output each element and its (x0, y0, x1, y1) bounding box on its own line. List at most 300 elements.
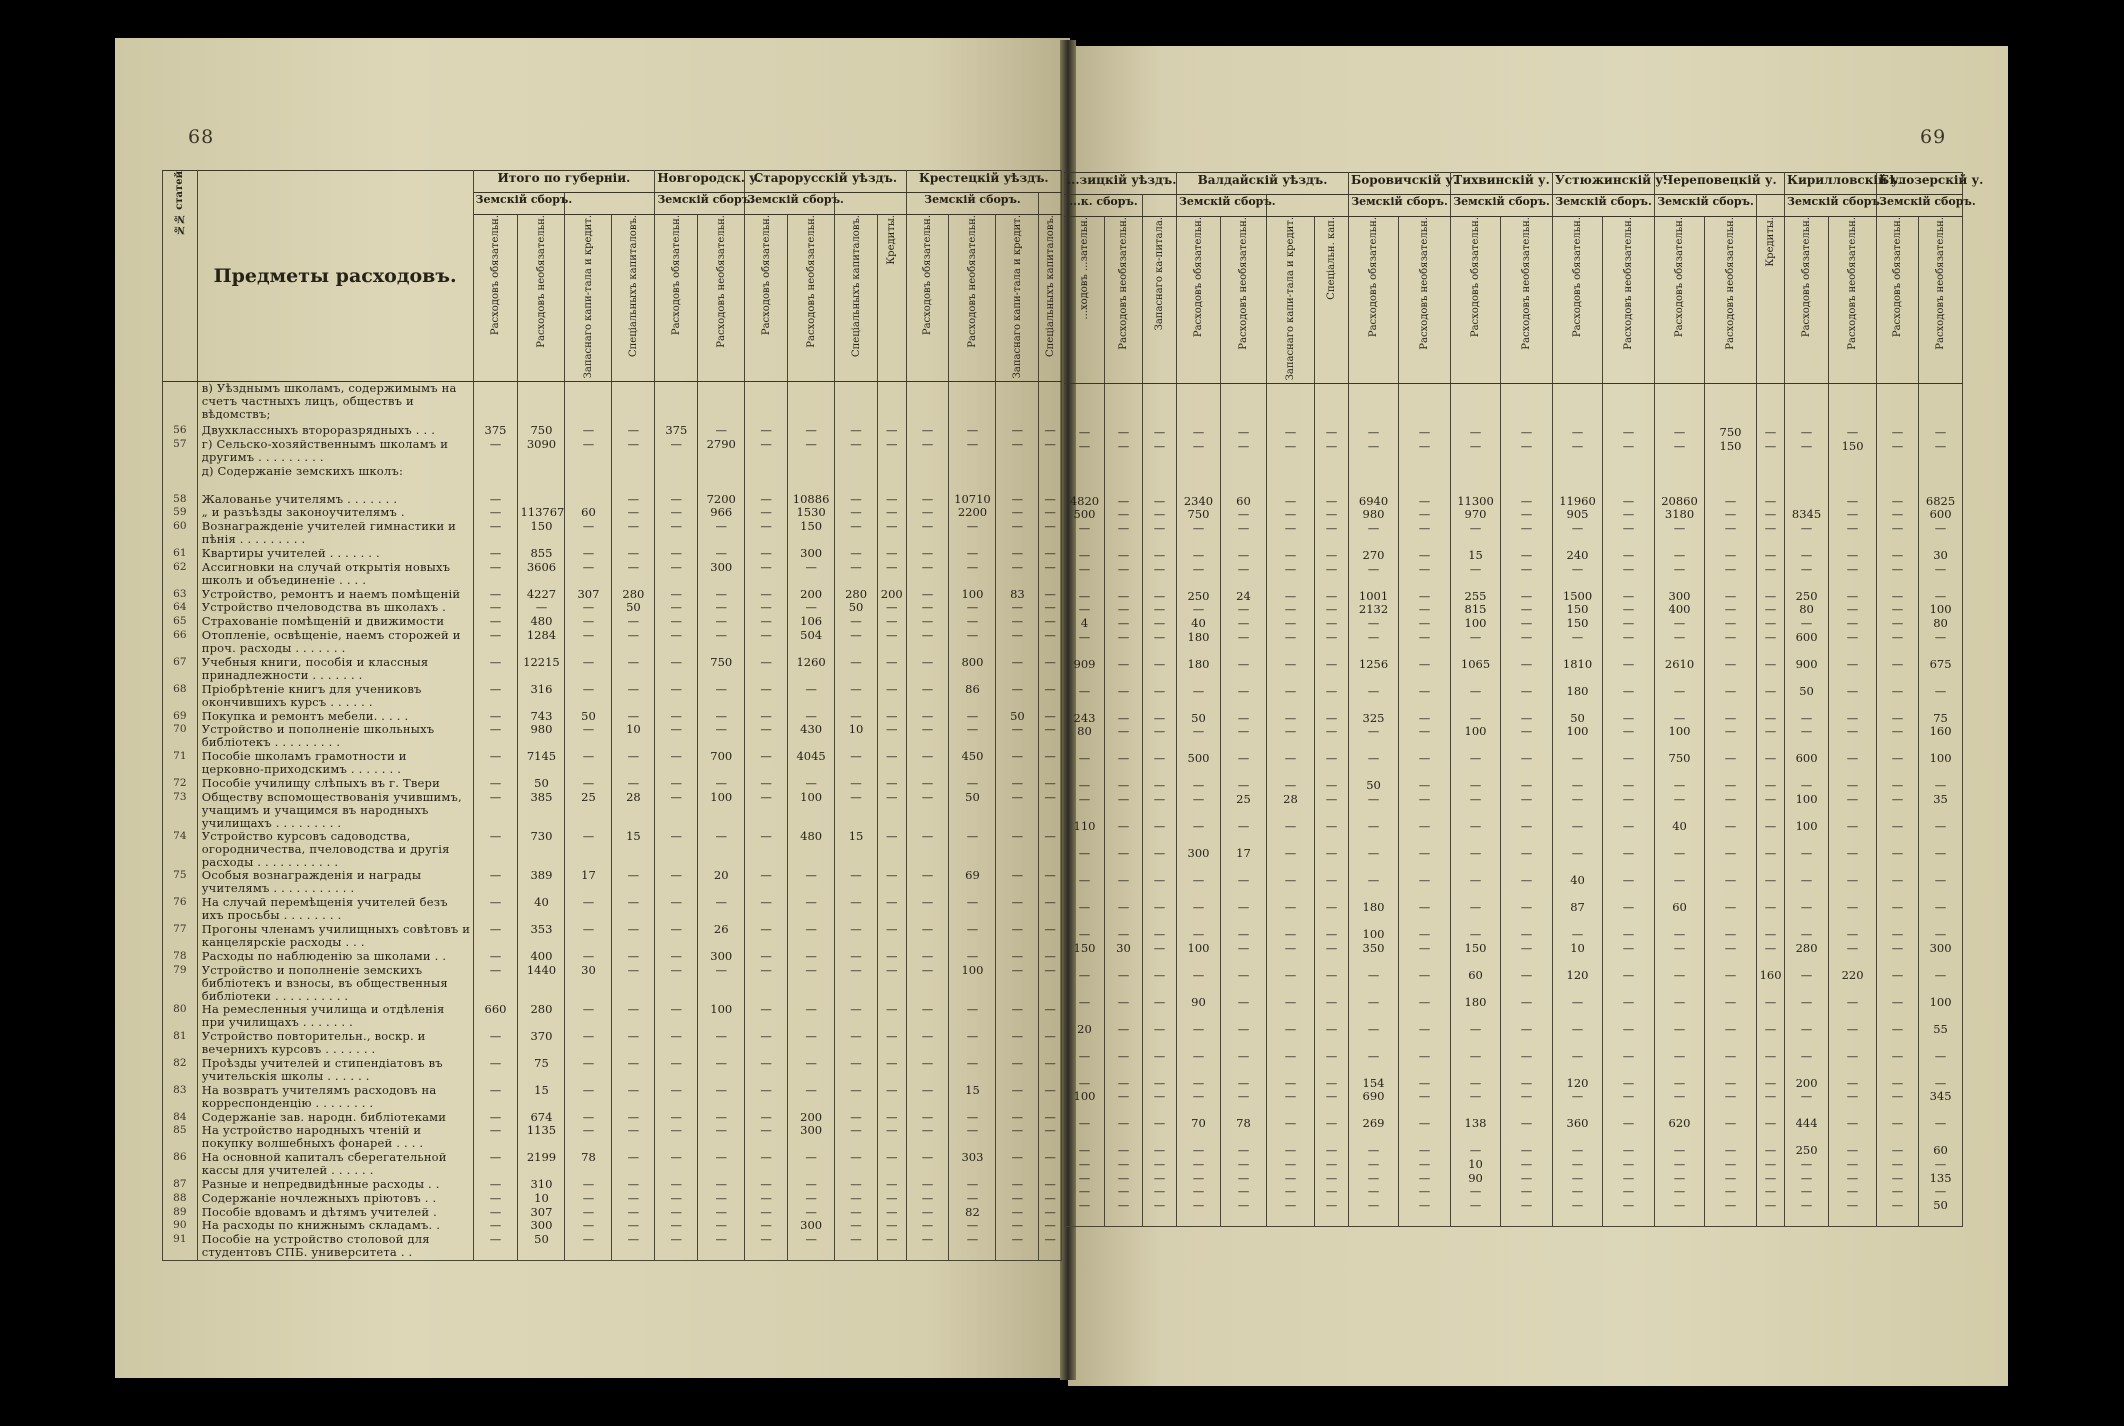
expense-item-label: На возвратъ учителямъ расходовъ на корреспонденцію . . . . . . . . (197, 1084, 473, 1111)
value-cell: — (612, 1111, 655, 1125)
value-cell: 82 (949, 1206, 996, 1220)
value-cell: 690 (1349, 1090, 1399, 1117)
table-row (163, 1178, 1062, 1192)
article-number: 77 (163, 923, 198, 950)
value-cell: — (1065, 603, 1105, 617)
value-cell: 300 (1177, 847, 1221, 874)
value-cell (745, 382, 788, 424)
table-row (1065, 631, 1963, 658)
value-cell (1603, 467, 1655, 495)
expense-item-label: Ассигновки на случай открытія новыхъ школъ и объединеніе . . . . (197, 561, 473, 588)
value-cell: 75 (1919, 712, 1963, 726)
value-cell: — (473, 1111, 518, 1125)
value-cell: — (877, 561, 906, 588)
value-cell: — (1105, 725, 1143, 752)
value-cell: — (473, 683, 518, 710)
value-cell: — (1221, 658, 1267, 685)
value-cell: — (1553, 847, 1603, 874)
value-cell: — (1785, 969, 1829, 996)
value-cell: 180 (1177, 658, 1221, 685)
value-cell: — (698, 629, 745, 656)
value-cell (1705, 384, 1757, 426)
value-cell: — (906, 520, 949, 547)
value-cell: — (1315, 522, 1349, 549)
value-cell: — (906, 830, 949, 869)
value-cell: 10710 (949, 493, 996, 507)
value-cell: — (835, 520, 878, 547)
value-cell: — (906, 791, 949, 830)
value-cell: 50 (835, 601, 878, 615)
value-cell: — (996, 791, 1039, 830)
col-header-label: Расходовъ необязательн. (805, 215, 817, 348)
value-cell: — (788, 1084, 835, 1111)
table-row (1065, 996, 1963, 1023)
value-cell: — (1757, 847, 1785, 874)
value-cell: — (612, 656, 655, 683)
value-cell: — (1349, 1144, 1399, 1158)
value-cell: — (473, 506, 518, 520)
value-cell: — (1501, 522, 1553, 549)
value-cell: — (1315, 1117, 1349, 1144)
col-header (473, 215, 518, 382)
value-cell: — (1039, 964, 1062, 1003)
value-cell: 100 (1919, 603, 1963, 617)
value-cell: — (473, 964, 518, 1003)
value-cell: — (655, 506, 698, 520)
value-cell: — (698, 1206, 745, 1220)
value-cell: — (698, 1030, 745, 1057)
value-cell: — (835, 1178, 878, 1192)
value-cell: — (1349, 522, 1399, 549)
value-cell: — (1603, 426, 1655, 440)
value-cell: — (1829, 1090, 1877, 1117)
value-cell: — (788, 777, 835, 791)
value-cell: — (1919, 563, 1963, 590)
value-cell: — (655, 629, 698, 656)
value-cell: — (612, 1084, 655, 1111)
value-cell: 743 (518, 710, 565, 724)
value-cell: — (1785, 1023, 1829, 1050)
group-belozersky: Бѣлозерскій у. (1877, 173, 1963, 195)
value-cell: — (1877, 617, 1919, 631)
value-cell: — (877, 1124, 906, 1151)
value-cell: — (1451, 1144, 1501, 1158)
group-starorussky: Старорусскій уѣздъ. (745, 171, 906, 193)
value-cell: 75 (518, 1057, 565, 1084)
sub-zemsky-sbor: Земскій сборъ. (1655, 195, 1757, 217)
value-cell: — (1399, 631, 1451, 658)
expense-item-label: г) Сельско-хозяйственнымъ школамъ и другимъ . . . . . . . . . (197, 438, 473, 465)
value-cell: 905 (1553, 508, 1603, 522)
value-cell: — (745, 1192, 788, 1206)
value-cell: — (996, 777, 1039, 791)
value-cell: — (1603, 617, 1655, 631)
value-cell: — (877, 950, 906, 964)
value-cell: — (1501, 1172, 1553, 1186)
value-cell: — (1315, 603, 1349, 617)
value-cell: — (1399, 1117, 1451, 1144)
table-row (163, 1084, 1062, 1111)
value-cell: — (877, 964, 906, 1003)
value-cell: — (1143, 495, 1177, 509)
value-cell: — (1705, 779, 1757, 793)
value-cell: — (1829, 631, 1877, 658)
value-cell: — (1349, 1185, 1399, 1199)
value-cell: — (1143, 725, 1177, 752)
value-cell: — (1267, 1090, 1315, 1117)
value-cell: — (1143, 508, 1177, 522)
value-cell: — (1399, 712, 1451, 726)
value-cell: — (745, 656, 788, 683)
value-cell: — (1349, 1158, 1399, 1172)
value-cell: — (473, 1151, 518, 1178)
value-cell: 15 (612, 830, 655, 869)
value-cell: — (1785, 1050, 1829, 1077)
value-cell: — (1757, 1199, 1785, 1226)
value-cell: — (1501, 631, 1553, 658)
value-cell: — (1877, 563, 1919, 590)
expense-item-label: Устройство, ремонтъ и наемъ помѣщеній (197, 588, 473, 602)
value-cell: — (1267, 631, 1315, 658)
value-cell: — (655, 791, 698, 830)
value-cell: — (906, 1151, 949, 1178)
value-cell: — (1143, 1158, 1177, 1172)
value-cell: — (1221, 779, 1267, 793)
col-header-label: Расходовъ обязательн. (1892, 217, 1904, 338)
value-cell: 450 (949, 750, 996, 777)
value-cell: — (877, 1030, 906, 1057)
value-cell (1221, 384, 1267, 426)
table-row (1065, 752, 1963, 779)
value-cell: — (877, 923, 906, 950)
value-cell: 600 (1785, 752, 1829, 779)
value-cell: — (1267, 1117, 1315, 1144)
value-cell: — (1655, 969, 1705, 996)
value-cell: — (565, 896, 612, 923)
value-cell: — (565, 656, 612, 683)
value-cell: — (1065, 1050, 1105, 1077)
value-cell: — (1501, 1199, 1553, 1226)
value-cell: — (1829, 685, 1877, 712)
expense-item-label: Особыя вознагражденія и награды учителямъ . . . . . . . . . . . (197, 869, 473, 896)
value-cell: — (1785, 901, 1829, 928)
value-cell: 28 (1267, 793, 1315, 820)
value-cell: — (1829, 1077, 1877, 1091)
value-cell: — (612, 1219, 655, 1233)
col-header (1877, 217, 1919, 384)
value-cell: 675 (1919, 658, 1963, 685)
value-cell: — (1039, 656, 1062, 683)
value-cell: 350 (1349, 942, 1399, 969)
table-row (1065, 384, 1963, 426)
table-row (163, 777, 1062, 791)
value-cell: — (1267, 1172, 1315, 1186)
article-number: 80 (163, 1003, 198, 1030)
value-cell: — (1267, 508, 1315, 522)
table-row (163, 710, 1062, 724)
value-cell: — (1501, 1144, 1553, 1158)
value-cell: — (835, 869, 878, 896)
value-cell: — (565, 950, 612, 964)
value-cell: 160 (1757, 969, 1785, 996)
value-cell: — (745, 615, 788, 629)
value-cell: — (906, 777, 949, 791)
value-cell: — (1655, 1158, 1705, 1172)
expense-item-label: Пособіе школамъ грамотности и церковно-приходскимъ . . . . . . . (197, 750, 473, 777)
value-cell (1451, 467, 1501, 495)
value-cell: — (1877, 901, 1919, 928)
value-cell: — (1919, 901, 1963, 928)
value-cell: — (1757, 1144, 1785, 1158)
value-cell: — (612, 520, 655, 547)
value-cell (1655, 384, 1705, 426)
value-cell: — (1877, 1199, 1919, 1226)
expense-item-label: Устройство и пополненіе школьныхъ библіотекъ . . . . . . . . . (197, 723, 473, 750)
value-cell: — (1451, 522, 1501, 549)
value-cell: — (1177, 969, 1221, 996)
table-row (163, 1206, 1062, 1220)
value-cell: 15 (518, 1084, 565, 1111)
value-cell: 180 (1451, 996, 1501, 1023)
value-cell: 1530 (788, 506, 835, 520)
value-cell: — (1553, 1158, 1603, 1172)
value-cell: — (949, 1178, 996, 1192)
value-cell: — (612, 1178, 655, 1192)
value-cell (1349, 467, 1399, 495)
value-cell: — (1877, 631, 1919, 658)
value-cell: — (1143, 901, 1177, 928)
value-cell: — (1349, 631, 1399, 658)
value-cell: 1440 (518, 964, 565, 1003)
table-row (1065, 1172, 1963, 1186)
value-cell: — (1065, 549, 1105, 563)
value-cell: — (877, 629, 906, 656)
value-cell: 90 (1451, 1172, 1501, 1186)
article-number: 56 (163, 424, 198, 438)
value-cell: 30 (565, 964, 612, 1003)
value-cell: — (835, 683, 878, 710)
value-cell: — (1757, 1117, 1785, 1144)
col-header (1501, 217, 1553, 384)
value-cell: — (1105, 1185, 1143, 1199)
value-cell: — (1267, 928, 1315, 942)
value-cell: 980 (518, 723, 565, 750)
value-cell: — (1705, 549, 1757, 563)
value-cell: — (565, 629, 612, 656)
value-cell: — (1221, 1185, 1267, 1199)
value-cell: — (612, 964, 655, 1003)
value-cell: — (1039, 588, 1062, 602)
table-row (1065, 901, 1963, 928)
value-cell (1143, 467, 1177, 495)
value-cell: — (565, 683, 612, 710)
value-cell: — (1221, 1077, 1267, 1091)
value-cell: — (1399, 1185, 1451, 1199)
value-cell: 110 (1065, 820, 1105, 847)
table-row (1065, 928, 1963, 942)
value-cell: — (1221, 508, 1267, 522)
value-cell: — (996, 923, 1039, 950)
value-cell: — (1039, 896, 1062, 923)
value-cell: — (1105, 1117, 1143, 1144)
value-cell: — (1655, 1023, 1705, 1050)
value-cell: — (1221, 752, 1267, 779)
value-cell: — (1829, 522, 1877, 549)
value-cell: — (1143, 1090, 1177, 1117)
value-cell: — (996, 629, 1039, 656)
value-cell: 389 (518, 869, 565, 896)
table-row (163, 520, 1062, 547)
value-cell: — (877, 438, 906, 465)
value-cell: — (1177, 603, 1221, 617)
sub-zemsky-sbor: Земскій сборъ. (1451, 195, 1553, 217)
value-cell: — (949, 710, 996, 724)
value-cell: — (906, 424, 949, 438)
value-cell: — (698, 547, 745, 561)
value-cell: — (1267, 725, 1315, 752)
value-cell: — (1757, 563, 1785, 590)
value-cell: — (1267, 874, 1315, 901)
value-cell (1177, 384, 1221, 426)
value-cell: — (1501, 928, 1553, 942)
value-cell: — (1877, 658, 1919, 685)
value-cell: — (1829, 1185, 1877, 1199)
value-cell: — (1757, 495, 1785, 509)
value-cell: — (1105, 426, 1143, 440)
value-cell: — (835, 777, 878, 791)
col-header-label: Расходовъ необязательн. (1521, 217, 1533, 350)
value-cell: 815 (1451, 603, 1501, 617)
value-cell: — (1757, 942, 1785, 969)
value-cell: — (1705, 631, 1757, 658)
value-cell: 303 (949, 1151, 996, 1178)
value-cell: — (1829, 942, 1877, 969)
value-cell (1877, 467, 1919, 495)
value-cell: — (1105, 847, 1143, 874)
value-cell: — (1829, 590, 1877, 604)
table-row (163, 1111, 1062, 1125)
value-cell: — (745, 547, 788, 561)
table-row (163, 629, 1062, 656)
value-cell: — (906, 493, 949, 507)
value-cell: — (877, 791, 906, 830)
col-header (1177, 217, 1221, 384)
value-cell: — (1399, 942, 1451, 969)
value-cell (1757, 467, 1785, 495)
value-cell: — (1919, 685, 1963, 712)
expense-item-label: На устройство народныхъ чтеній и покупку волшебныхъ фонарей . . . . (197, 1124, 473, 1151)
value-cell: — (1177, 779, 1221, 793)
value-cell: — (745, 683, 788, 710)
value-cell: — (1655, 1050, 1705, 1077)
value-cell: 270 (1349, 549, 1399, 563)
value-cell: — (788, 1003, 835, 1030)
value-cell: 243 (1065, 712, 1105, 726)
table-row (163, 1219, 1062, 1233)
value-cell: — (1553, 1023, 1603, 1050)
value-cell: — (655, 1233, 698, 1260)
value-cell: — (1315, 779, 1349, 793)
table-row (1065, 495, 1963, 509)
value-cell: 10 (612, 723, 655, 750)
value-cell: — (1267, 495, 1315, 509)
table-row (163, 750, 1062, 777)
value-cell: — (1877, 942, 1919, 969)
value-cell: — (1177, 1077, 1221, 1091)
value-cell: — (1039, 777, 1062, 791)
value-cell: — (835, 1030, 878, 1057)
value-cell: — (565, 1219, 612, 1233)
value-cell: — (612, 1151, 655, 1178)
value-cell: 620 (1655, 1117, 1705, 1144)
group-valdaysky: Валдайскій уѣздъ. (1177, 173, 1349, 195)
value-cell: — (1705, 928, 1757, 942)
value-cell: — (1039, 1233, 1062, 1260)
value-cell: — (565, 1206, 612, 1220)
value-cell: — (565, 520, 612, 547)
value-cell: — (745, 520, 788, 547)
value-cell: 400 (1655, 603, 1705, 617)
value-cell: — (1451, 901, 1501, 928)
value-cell: — (612, 438, 655, 465)
value-cell: — (698, 830, 745, 869)
value-cell: 50 (518, 1233, 565, 1260)
value-cell: — (655, 923, 698, 950)
value-cell: 20860 (1655, 495, 1705, 509)
value-cell (565, 465, 612, 493)
value-cell (518, 382, 565, 424)
value-cell: — (1315, 752, 1349, 779)
value-cell: — (1705, 996, 1757, 1023)
value-cell: — (1757, 820, 1785, 847)
value-cell: — (1315, 1158, 1349, 1172)
table-row (1065, 658, 1963, 685)
value-cell: 800 (949, 656, 996, 683)
value-cell: — (612, 950, 655, 964)
value-cell: — (835, 1219, 878, 1233)
value-cell: — (655, 561, 698, 588)
value-cell: — (1705, 847, 1757, 874)
value-cell (565, 493, 612, 507)
value-cell: — (1603, 779, 1655, 793)
value-cell: — (1877, 712, 1919, 726)
value-cell: — (1829, 928, 1877, 942)
value-cell: — (1399, 522, 1451, 549)
value-cell: — (1553, 779, 1603, 793)
value-cell: — (996, 656, 1039, 683)
value-cell: — (1105, 969, 1143, 996)
value-cell: — (1399, 928, 1451, 942)
value-cell: — (906, 1084, 949, 1111)
expense-item-label: Устройство курсовъ садоводства, огородничества, пчеловодства и другія расходы . . . . . . . . . . . (197, 830, 473, 869)
value-cell: 150 (518, 520, 565, 547)
value-cell (473, 465, 518, 493)
value-cell (788, 465, 835, 493)
article-number: 82 (163, 1057, 198, 1084)
value-cell: — (1221, 1144, 1267, 1158)
value-cell: — (1829, 1144, 1877, 1158)
value-cell: 70 (1177, 1117, 1221, 1144)
table-row (1065, 426, 1963, 440)
value-cell: — (877, 1206, 906, 1220)
value-cell: — (1705, 793, 1757, 820)
value-cell: — (1877, 1117, 1919, 1144)
value-cell: — (612, 424, 655, 438)
value-cell: — (473, 1178, 518, 1192)
value-cell: — (1177, 1050, 1221, 1077)
value-cell: — (698, 1057, 745, 1084)
value-cell (1655, 467, 1705, 495)
